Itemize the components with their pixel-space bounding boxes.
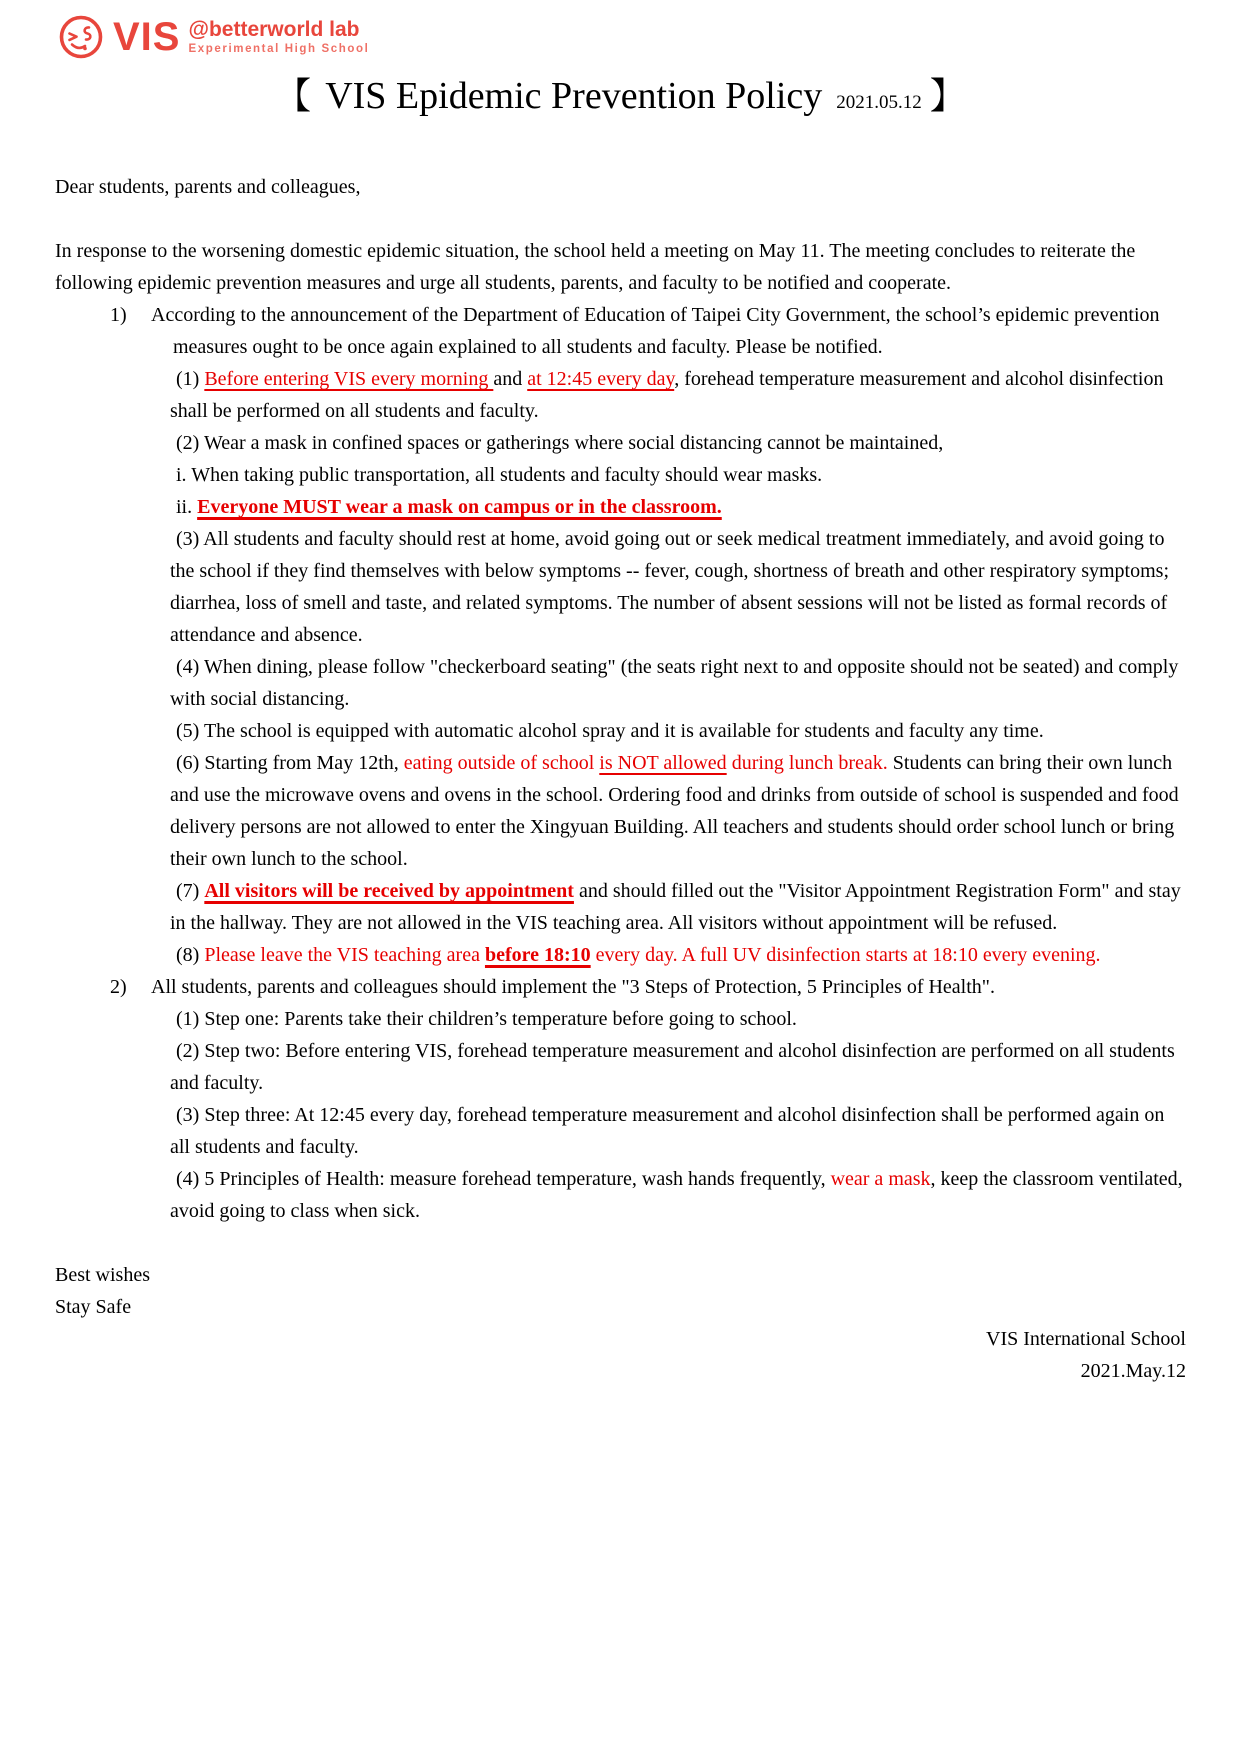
text-run: (2) Wear a mask in confined spaces or gatherings where social distancing cannot be maintained, bbox=[176, 432, 944, 454]
item-1-6 bbox=[55, 747, 1186, 875]
text-run: In response to the worsening domestic epidemic situation, the school held a meeting on May 11. The meeting concludes to reiterate the following epidemic prevention measures and urge all students, parents, and faculty to be notified and cooperate. bbox=[55, 240, 1136, 294]
list-marker: 2) bbox=[110, 976, 127, 998]
text-run: Stay Safe bbox=[55, 1296, 132, 1318]
intro-paragraph bbox=[55, 235, 1186, 299]
blank-line bbox=[55, 203, 1186, 235]
item-1-4 bbox=[55, 651, 1186, 715]
text-run: Students can bring their own lunch and use the microwave ovens and ovens in the school. Ordering food and drinks from outside of school is suspended and food delivery persons are not allowed to enter the Xingyuan Building. All teachers and students should order school lunch or bring their own lunch to the school. bbox=[170, 752, 1179, 870]
item-1-8 bbox=[55, 939, 1186, 971]
text-run: 2021.May.12 bbox=[1080, 1360, 1186, 1382]
item-2-4 bbox=[55, 1163, 1186, 1227]
item-2-2 bbox=[55, 1035, 1186, 1099]
title-close-bracket: 】 bbox=[929, 76, 966, 117]
item-1-2-ii bbox=[55, 491, 1186, 523]
item-1-3 bbox=[55, 523, 1186, 651]
closing-best-wishes bbox=[55, 1259, 1186, 1291]
text-run: Everyone MUST wear a mask on campus or in the classroom. bbox=[197, 496, 722, 518]
text-run: and should filled out the "Visitor Appointment Registration Form" and stay in the hallway. They are not allowed in the VIS teaching area. All visitors without appointment will be refused. bbox=[170, 880, 1181, 934]
text-run: during lunch break. bbox=[726, 752, 888, 774]
text-run: eating outside of school bbox=[403, 752, 600, 774]
document-body bbox=[0, 171, 1241, 1387]
salutation bbox=[55, 171, 1186, 203]
item-1-2 bbox=[55, 427, 1186, 459]
title-date: 2021.05.12 bbox=[836, 92, 922, 113]
text-run: every day. A full UV disinfection starts at 18:10 every evening. bbox=[590, 944, 1101, 966]
item-1-2-i bbox=[55, 459, 1186, 491]
text-run: (4) When dining, please follow "checkerboard seating" (the seats right next to and opposite should not be seated) and comply with social distancing. bbox=[170, 656, 1179, 710]
text-run: , forehead temperature measurement and alcohol disinfection shall be performed on all students and faculty. bbox=[170, 368, 1164, 422]
text-run: is NOT allowed bbox=[599, 752, 727, 774]
logo-sub-line-text: Experimental High School bbox=[188, 42, 370, 55]
text-run: According to the announcement of the Department of Education of Taipei City Government, the school’s epidemic prevention measures ought to be once again explained to all students and faculty. Please be notified. bbox=[151, 304, 1160, 358]
text-run: (1) Step one: Parents take their children’s temperature before going to school. bbox=[176, 1008, 797, 1030]
text-run: (2) Step two: Before entering VIS, forehead temperature measurement and alcohol disinfection are performed on all students and faculty. bbox=[170, 1040, 1175, 1094]
text-run: at 12:45 every day bbox=[527, 368, 675, 390]
text-run: i. When taking public transportation, all students and faculty should wear masks. bbox=[176, 464, 823, 486]
text-run: (3) All students and faculty should rest at home, avoid going out or seek medical treatment immediately, and avoid going to the school if they find themselves with below symptoms -- fever, cough, shortness of breath and other respiratory symptoms; diarrhea, loss of smell and taste, and related symptoms. The number of absent sessions will not be listed as formal records of attendance and absence. bbox=[170, 528, 1169, 646]
item-1-7 bbox=[55, 875, 1186, 939]
text-run: Dear students, parents and colleagues, bbox=[55, 176, 361, 198]
text-run: , keep the classroom ventilated, avoid going to class when sick. bbox=[170, 1168, 1183, 1222]
title-text: VIS Epidemic Prevention Policy bbox=[325, 75, 823, 117]
text-run: (4) 5 Principles of Health: measure forehead temperature, wash hands frequently, bbox=[176, 1168, 831, 1190]
text-run: VIS International School bbox=[986, 1328, 1186, 1350]
item-2-3 bbox=[55, 1099, 1186, 1163]
text-run: (1) bbox=[176, 368, 205, 390]
text-run: Please leave the VIS teaching area bbox=[204, 944, 485, 966]
text-run: (8) bbox=[176, 944, 205, 966]
text-run: before 18:10 bbox=[484, 944, 591, 966]
item-1-1 bbox=[55, 363, 1186, 427]
text-run: (5) The school is equipped with automatic alcohol spray and it is available for students and faculty any time. bbox=[176, 720, 1044, 742]
text-run: (6) Starting from May 12th, bbox=[176, 752, 404, 774]
item-1 bbox=[55, 299, 1186, 363]
page-title bbox=[0, 72, 1241, 127]
text-run: (7) bbox=[176, 880, 205, 902]
item-2-1 bbox=[55, 1003, 1186, 1035]
signature-school bbox=[55, 1323, 1186, 1355]
item-2 bbox=[55, 971, 1186, 1003]
item-1-5 bbox=[55, 715, 1186, 747]
text-run: wear a mask bbox=[830, 1168, 931, 1190]
list-marker: 1) bbox=[110, 304, 127, 326]
school-logo bbox=[58, 14, 1241, 60]
text-run: All visitors will be received by appointment bbox=[204, 880, 574, 902]
text-run: Before entering VIS every morning bbox=[204, 368, 494, 390]
blank-line bbox=[55, 1227, 1186, 1259]
text-run: Best wishes bbox=[55, 1264, 150, 1286]
signature-date bbox=[55, 1355, 1186, 1387]
text-run: and bbox=[493, 368, 528, 390]
text-run: All students, parents and colleagues should implement the "3 Steps of Protection, 5 Principles of Health". bbox=[151, 976, 995, 998]
closing-stay-safe bbox=[55, 1291, 1186, 1323]
logo-brand-text: VIS bbox=[113, 15, 181, 59]
vis-face-logo-icon bbox=[58, 14, 104, 60]
logo-sub-brand-text: @betterworld lab bbox=[188, 17, 360, 41]
text-run: ii. bbox=[176, 496, 198, 518]
title-open-bracket: 【 bbox=[275, 76, 312, 117]
text-run: (3) Step three: At 12:45 every day, forehead temperature measurement and alcohol disinfection shall be performed again on all students and faculty. bbox=[170, 1104, 1165, 1158]
